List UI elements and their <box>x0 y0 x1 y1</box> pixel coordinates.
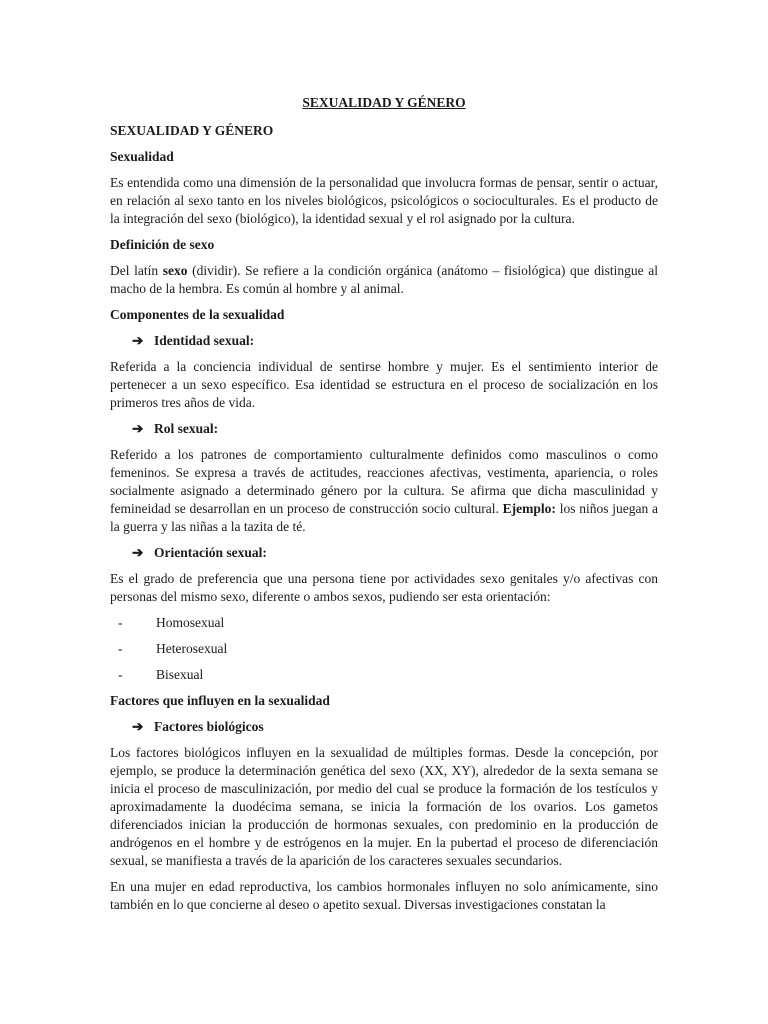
heading-definicion-sexo: Definición de sexo <box>110 237 215 252</box>
definicion-term-sexo: sexo <box>162 263 188 278</box>
orientation-list <box>110 614 658 684</box>
section-title: SEXUALIDAD Y GÉNERO <box>110 123 274 138</box>
identidad-title: Identidad sexual: <box>154 333 255 348</box>
arrow-right-icon: ➔ <box>132 545 144 560</box>
list-item <box>110 640 658 658</box>
definicion-text-c: (dividir). Se refiere a la condición orgánica (anátomo – fisiológica) que distingue al macho de la hembra. Es común al hombre y al animal. <box>110 263 658 296</box>
rol-title: Rol sexual: <box>154 421 219 436</box>
rol-ejemplo-label: Ejemplo: <box>502 501 556 516</box>
list-item <box>110 666 658 684</box>
dash-bullet: - <box>118 641 123 656</box>
heading-factores: Factores que influyen en la sexualidad <box>110 693 330 708</box>
arrow-right-icon: ➔ <box>132 719 144 734</box>
factores-biologicos-title: Factores biológicos <box>154 719 264 734</box>
list-item-text: Heterosexual <box>156 641 228 656</box>
list-item-text: Bisexual <box>156 667 204 682</box>
heading-sexualidad: Sexualidad <box>110 149 174 164</box>
paragraph-identidad-sexual: Referida a la conciencia individual de sentirse hombre y mujer. Es el sentimiento interior de pertenecer a un sexo específico. Esa identidad se estructura en el proceso de socialización en los primeros tres años de vida. <box>110 359 658 410</box>
definicion-text-a: Del latín <box>110 263 163 278</box>
list-item <box>110 614 658 632</box>
rol-text-a: Referido a los patrones de comportamiento culturalmente definidos como masculinos o como femeninos. Se expresa a través de actitudes, reacciones afectivas, vestimenta, apariencia, o roles socialmente asignado a determinado género por la cultura. Se afirma que dicha masculinidad y femineidad se desarrollan en un proceso de construcción socio cultural. <box>110 447 658 516</box>
paragraph-orientacion-sexual: Es el grado de preferencia que una persona tiene por actividades sexo genitales y/o afectivas con personas del mismo sexo, diferente o ambos sexos, pudiendo ser esta orientación: <box>110 571 658 604</box>
rol-text-c: los niños juegan a la guerra y las niñas a la tazita de té. <box>110 501 658 534</box>
paragraph-definicion-sexo <box>110 262 658 298</box>
document-title: SEXUALIDAD Y GÉNERO <box>302 95 466 110</box>
dash-bullet: - <box>118 667 123 682</box>
subheading-factores-biologicos <box>132 718 658 736</box>
orientacion-title: Orientación sexual: <box>154 545 267 560</box>
subheading-orientacion-sexual <box>132 544 658 562</box>
list-item-text: Homosexual <box>156 615 225 630</box>
heading-componentes: Componentes de la sexualidad <box>110 307 285 322</box>
paragraph-sexualidad: Es entendida como una dimensión de la personalidad que involucra formas de pensar, sentir o actuar, en relación al sexo tanto en los niveles biológicos, psicológicos o socioculturales. Es el producto de la integración del sexo (biológico), la identidad sexual y el rol asignado por la cultura. <box>110 175 658 226</box>
paragraph-rol-sexual <box>110 446 658 536</box>
arrow-right-icon: ➔ <box>132 333 144 348</box>
paragraph-mujer-edad-reproductiva: En una mujer en edad reproductiva, los cambios hormonales influyen no solo anímicamente, sino también en lo que concierne al deseo o apetito sexual. Diversas investigaciones constatan la <box>110 879 658 912</box>
dash-bullet: - <box>118 615 123 630</box>
subheading-identidad-sexual <box>132 332 658 350</box>
subheading-rol-sexual <box>132 420 658 438</box>
paragraph-factores-biologicos: Los factores biológicos influyen en la sexualidad de múltiples formas. Desde la concepción, por ejemplo, se produce la determinación genética del sexo (XX, XY), alrededor de la sexta semana se inicia el proceso de masculinización, por medio del cual se produce la formación de los testículos y aproximadamente la duodécima semana, se inicia la formación de los ovarios. Los gametos diferenciados inician la producción de hormonas sexuales, con predominio en la producción de andrógenos en el hombre y de estrógenos en la mujer. En la pubertad el proceso de diferenciación sexual, se manifiesta a través de la aparición de los caracteres sexuales secundarios. <box>110 745 658 868</box>
arrow-right-icon: ➔ <box>132 421 144 436</box>
